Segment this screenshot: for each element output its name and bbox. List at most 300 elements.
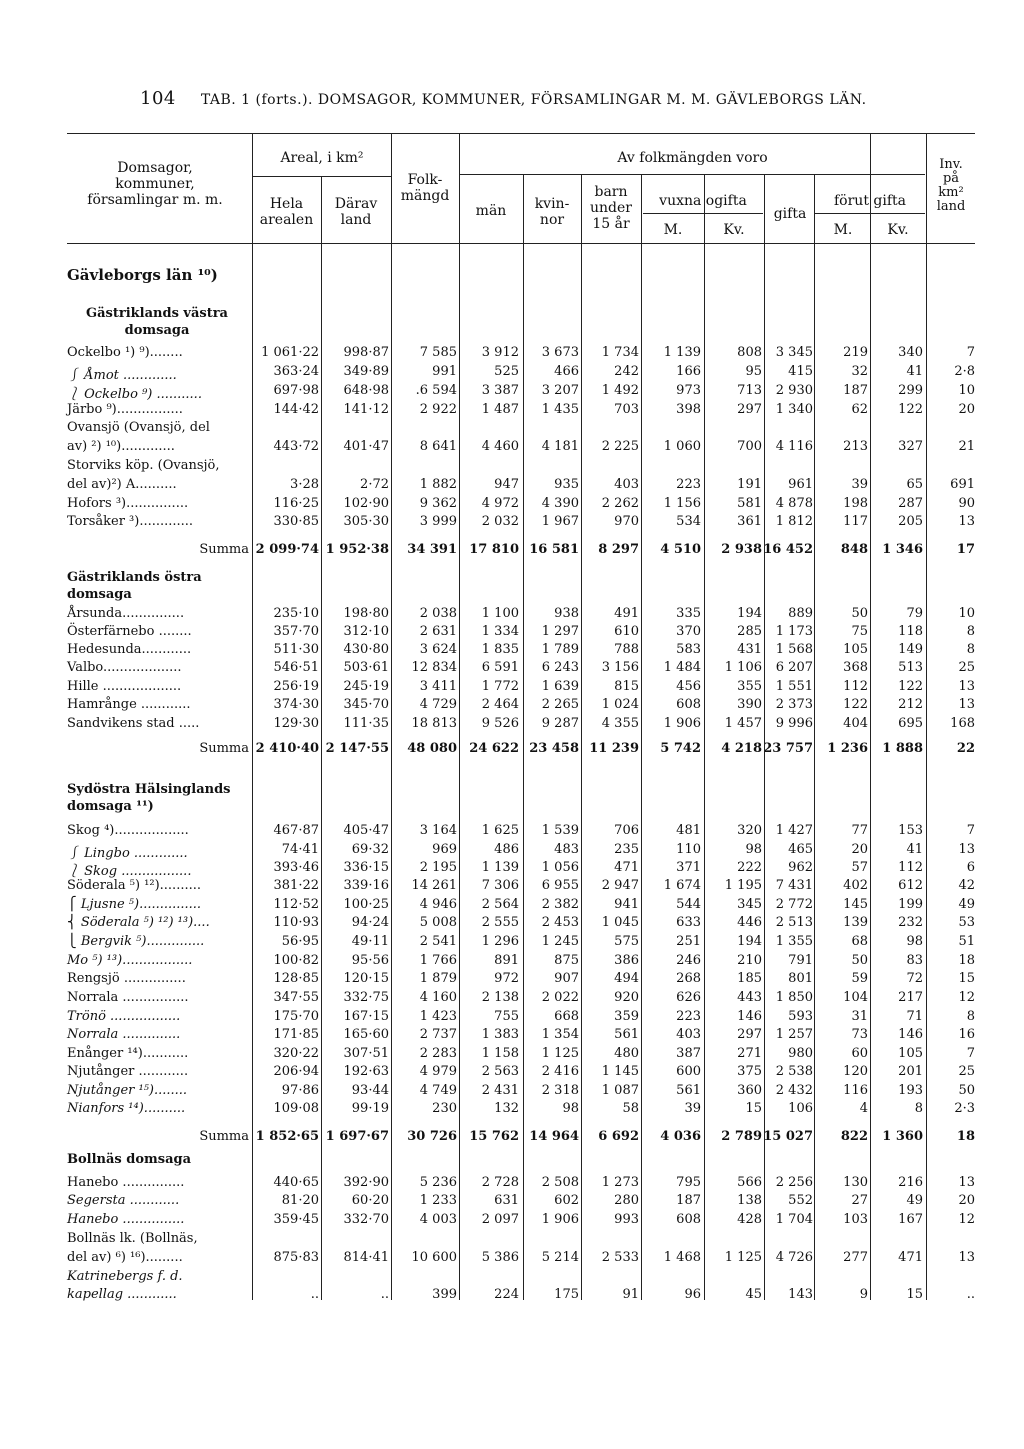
cell: 1 879 xyxy=(419,971,457,986)
cell: 1 346 xyxy=(882,542,923,557)
cell: 16 xyxy=(958,1027,975,1042)
cell: 105 xyxy=(898,1046,923,1061)
cell: 2 318 xyxy=(541,1083,579,1098)
cell: 106 xyxy=(788,1101,813,1116)
cell: 42 xyxy=(958,878,975,893)
cell: 1 125 xyxy=(541,1046,579,1061)
cell: 213 xyxy=(843,439,868,454)
cell: 332·70 xyxy=(343,1212,389,1227)
cell: 53 xyxy=(958,915,975,930)
cell: 440·65 xyxy=(273,1175,319,1190)
cell: 60·20 xyxy=(351,1193,389,1208)
cell: 1 061·22 xyxy=(261,345,319,360)
row-label: Enånger ¹⁴)........... xyxy=(67,1046,189,1061)
cell: 1 056 xyxy=(541,860,579,875)
cell: .6 594 xyxy=(415,383,457,398)
cell: 187 xyxy=(676,1193,701,1208)
cell: 327 xyxy=(898,439,923,454)
cell: 822 xyxy=(840,1129,868,1144)
cell: 481 xyxy=(676,823,701,838)
row-label: Hanebo ............... xyxy=(67,1212,185,1227)
cell: 648·98 xyxy=(343,383,389,398)
row-label: Hofors ³)............... xyxy=(67,496,189,511)
cell: 74·41 xyxy=(281,842,319,857)
cell: 1 492 xyxy=(601,383,639,398)
cell: 10 xyxy=(958,383,975,398)
cell: 112 xyxy=(898,860,923,875)
cell: 129·30 xyxy=(273,716,319,731)
cell: 3 207 xyxy=(541,383,579,398)
row-label: Ovansjö (Ovansjö, del xyxy=(67,420,210,435)
cell: 9 xyxy=(859,1287,868,1302)
cell: 8 xyxy=(966,624,975,639)
cell: 116·25 xyxy=(273,496,319,511)
cell: 305·30 xyxy=(343,514,389,529)
cell: 5 008 xyxy=(419,915,457,930)
cell: 4 116 xyxy=(775,439,813,454)
cell: 12 834 xyxy=(411,660,457,675)
cell: 2 416 xyxy=(541,1064,579,1079)
cell: 2 453 xyxy=(541,915,579,930)
page-number: 104 xyxy=(140,88,176,109)
cell: 4 218 xyxy=(721,741,762,756)
cell: 706 xyxy=(614,823,639,838)
cell: 2 262 xyxy=(601,496,639,511)
row-label: Mo ⁵) ¹³)................. xyxy=(67,953,193,968)
cell: 10 xyxy=(958,606,975,621)
cell: 465 xyxy=(788,842,813,857)
cell: 387 xyxy=(676,1046,701,1061)
cell: 49 xyxy=(906,1193,923,1208)
cell: 359 xyxy=(614,1009,639,1024)
cell: 104 xyxy=(843,990,868,1005)
col-inv-pa-km2: Inv. på km² land xyxy=(936,157,966,214)
cell: 375 xyxy=(737,1064,762,1079)
row-label: Summa xyxy=(199,1129,249,1144)
cell: 11 239 xyxy=(589,741,639,756)
cell: 198 xyxy=(843,496,868,511)
cell: 544 xyxy=(676,897,701,912)
cell: 13 xyxy=(958,697,975,712)
cell: 2 922 xyxy=(419,402,457,417)
cell: 1 812 xyxy=(775,514,813,529)
cell: 700 xyxy=(737,439,762,454)
cell: 1 139 xyxy=(481,860,519,875)
cell: 755 xyxy=(494,1009,519,1024)
row-label: Ockelbo ¹) ⁹)........ xyxy=(67,345,183,360)
cell: 25 xyxy=(958,1064,975,1079)
cell: 21 xyxy=(958,439,975,454)
cell: 3 411 xyxy=(419,679,457,694)
cell: 9 526 xyxy=(481,716,519,731)
cell: 970 xyxy=(614,514,639,529)
cell: 2·8 xyxy=(954,364,975,379)
row-label: Hamrånge ............ xyxy=(67,697,191,712)
cell: 20 xyxy=(851,842,868,857)
cell: 2 513 xyxy=(775,915,813,930)
row-label: del av)²) A.......... xyxy=(67,477,177,492)
cell: 801 xyxy=(788,971,813,986)
cell: 3 156 xyxy=(601,660,639,675)
row-label: Skog ⁴).................. xyxy=(67,823,189,838)
cell: 41 xyxy=(906,364,923,379)
row-label: Hille ................... xyxy=(67,679,182,694)
cell: 245·19 xyxy=(343,679,389,694)
column-rule xyxy=(459,133,460,1300)
cell: 48 080 xyxy=(407,741,457,756)
row-label: Torsåker ³)............. xyxy=(67,514,194,529)
col-folkmangd: Folk- mängd xyxy=(400,172,450,204)
cell: 116 xyxy=(843,1083,868,1098)
cell: 534 xyxy=(676,514,701,529)
row-label: Bollnäs lk. (Bollnäs, xyxy=(67,1231,198,1246)
cell: 2 737 xyxy=(419,1027,457,1042)
cell: 446 xyxy=(737,915,762,930)
row-label: Österfärnebo ........ xyxy=(67,624,192,639)
cell: 6 955 xyxy=(541,878,579,893)
cell: 4 036 xyxy=(660,1129,701,1144)
cell: 2 022 xyxy=(541,990,579,1005)
cell: 2 938 xyxy=(721,542,762,557)
cell: 139 xyxy=(843,915,868,930)
cell: 339·16 xyxy=(343,878,389,893)
cell: 1 734 xyxy=(601,345,639,360)
cell: 336·15 xyxy=(343,860,389,875)
cell: 50 xyxy=(851,953,868,968)
cell: 961 xyxy=(788,477,813,492)
cell: 815 xyxy=(614,679,639,694)
cell: 120 xyxy=(843,1064,868,1079)
cell: 1 766 xyxy=(419,953,457,968)
cell: 814·41 xyxy=(343,1250,389,1265)
cell: 398 xyxy=(676,402,701,417)
row-label: Summa xyxy=(199,542,249,557)
cell: 95 xyxy=(745,364,762,379)
cell: 307·51 xyxy=(343,1046,389,1061)
cell: 483 xyxy=(554,842,579,857)
cell: 230 xyxy=(432,1101,457,1116)
cell: 503·61 xyxy=(343,660,389,675)
cell: 1 340 xyxy=(775,402,813,417)
cell: 199 xyxy=(898,897,923,912)
cell: 402 xyxy=(843,878,868,893)
cell: 602 xyxy=(554,1193,579,1208)
cell: 34 391 xyxy=(407,542,457,557)
cell: 4 xyxy=(859,1101,868,1116)
col-areal: Areal, i km² xyxy=(280,150,364,166)
cell: 374·30 xyxy=(273,697,319,712)
cell: 206·94 xyxy=(273,1064,319,1079)
cell: 49·11 xyxy=(351,934,389,949)
cell: 1 704 xyxy=(775,1212,813,1227)
cell: 194 xyxy=(737,606,762,621)
cell: 138 xyxy=(737,1193,762,1208)
cell: 32 xyxy=(851,364,868,379)
cell: 8 297 xyxy=(598,542,639,557)
cell: 1 145 xyxy=(601,1064,639,1079)
cell: 251 xyxy=(676,934,701,949)
cell: 2 382 xyxy=(541,897,579,912)
cell: 7 431 xyxy=(775,878,813,893)
cell: 980 xyxy=(788,1046,813,1061)
cell: 583 xyxy=(676,642,701,657)
cell: 600 xyxy=(676,1064,701,1079)
areal-subrule xyxy=(253,176,391,177)
cell: 15 xyxy=(958,971,975,986)
cell: 2 256 xyxy=(775,1175,813,1190)
row-label: ⎩ Bergvik ⁵).............. xyxy=(67,934,205,949)
cell: 41 xyxy=(906,842,923,857)
cell: 95·56 xyxy=(351,953,389,968)
column-rule xyxy=(581,174,582,1300)
row-label: Sandvikens stad ..... xyxy=(67,716,200,731)
cell: 59 xyxy=(851,971,868,986)
col-barn: barn under 15 år xyxy=(590,184,632,232)
cell: 486 xyxy=(494,842,519,857)
column-rule xyxy=(252,133,253,1300)
cell: 71 xyxy=(906,1009,923,1024)
cell: 146 xyxy=(737,1009,762,1024)
cell: 3 164 xyxy=(419,823,457,838)
cell: 1 882 xyxy=(419,477,457,492)
cell: 330·85 xyxy=(273,514,319,529)
cell: 39 xyxy=(684,1101,701,1116)
cell: 16 581 xyxy=(529,542,579,557)
cell: 431 xyxy=(737,642,762,657)
cell: 633 xyxy=(676,915,701,930)
cell: 277 xyxy=(843,1250,868,1265)
cell: 4 510 xyxy=(660,542,701,557)
cell: 788 xyxy=(614,642,639,657)
cell: 1 852·65 xyxy=(255,1129,319,1144)
cell: 4 729 xyxy=(419,697,457,712)
cell: 105 xyxy=(843,642,868,657)
row-label: Hedesunda............ xyxy=(67,642,192,657)
cell: 2 508 xyxy=(541,1175,579,1190)
cell: 77 xyxy=(851,823,868,838)
cell: 56·95 xyxy=(281,934,319,949)
cell: 430·80 xyxy=(343,642,389,657)
row-label: kapellag ............ xyxy=(67,1287,177,1302)
cell: 9 287 xyxy=(541,716,579,731)
cell: 494 xyxy=(614,971,639,986)
cell: .. xyxy=(966,1287,975,1302)
cell: 697·98 xyxy=(273,383,319,398)
cell: 175 xyxy=(554,1287,579,1302)
cell: 332·75 xyxy=(343,990,389,1005)
cell: 947 xyxy=(494,477,519,492)
cell: 97·86 xyxy=(281,1083,319,1098)
col-hela: Hela arealen xyxy=(259,196,314,228)
cell: 668 xyxy=(554,1009,579,1024)
row-label: Trönö ................. xyxy=(67,1009,181,1024)
cell: 1 906 xyxy=(663,716,701,731)
cell: 3 912 xyxy=(481,345,519,360)
cell: 2 147·55 xyxy=(325,741,389,756)
cell: 355 xyxy=(737,679,762,694)
cell: 112 xyxy=(843,679,868,694)
cell: 7 xyxy=(966,345,975,360)
col-vuxna-ogifta: vuxna ogifta xyxy=(659,193,747,209)
cell: 993 xyxy=(614,1212,639,1227)
cell: 280 xyxy=(614,1193,639,1208)
cell: 62 xyxy=(851,402,868,417)
row-label: Valbo................... xyxy=(67,660,182,675)
cell: 6 591 xyxy=(481,660,519,675)
cell: 312·10 xyxy=(343,624,389,639)
cell: 1 888 xyxy=(882,741,923,756)
cell: 4 160 xyxy=(419,990,457,1005)
cell: 1 952·38 xyxy=(325,542,389,557)
cell: 593 xyxy=(788,1009,813,1024)
cell: 1 355 xyxy=(775,934,813,949)
cell: 256·19 xyxy=(273,679,319,694)
cell: 143 xyxy=(788,1287,813,1302)
cell: 1 674 xyxy=(663,878,701,893)
cell: 242 xyxy=(614,364,639,379)
cell: 969 xyxy=(432,842,457,857)
cell: 1 195 xyxy=(724,878,762,893)
cell: 7 xyxy=(966,823,975,838)
column-rule xyxy=(391,133,392,1300)
cell: 2 283 xyxy=(419,1046,457,1061)
cell: 287 xyxy=(898,496,923,511)
cell: 345·70 xyxy=(343,697,389,712)
column-rule xyxy=(926,133,927,1300)
cell: 9 996 xyxy=(775,716,813,731)
cell: 2 947 xyxy=(601,878,639,893)
cell: 370 xyxy=(676,624,701,639)
cell: 1 257 xyxy=(775,1027,813,1042)
cell: 20 xyxy=(958,1193,975,1208)
cell: .. xyxy=(380,1287,389,1302)
cell: 1 772 xyxy=(481,679,519,694)
cell: 90 xyxy=(958,496,975,511)
cell: 285 xyxy=(737,624,762,639)
cell: 117 xyxy=(843,514,868,529)
col-av-folkmangden: Av folkmängden voro xyxy=(617,150,768,166)
cell: 2 728 xyxy=(481,1175,519,1190)
column-rule xyxy=(523,174,524,1300)
cell: 191 xyxy=(737,477,762,492)
cell: 235·10 xyxy=(273,606,319,621)
cell: 167 xyxy=(898,1212,923,1227)
cell: 8 641 xyxy=(419,439,457,454)
cell: 703 xyxy=(614,402,639,417)
cell: 13 xyxy=(958,842,975,857)
cell: 7 xyxy=(966,1046,975,1061)
cell: 361 xyxy=(737,514,762,529)
col-domsagor: Domsagor, kommuner, församlingar m. m. xyxy=(87,160,223,208)
cell: 1 551 xyxy=(775,679,813,694)
cell: 122 xyxy=(898,679,923,694)
cell: 791 xyxy=(788,953,813,968)
cell: 2·3 xyxy=(954,1101,975,1116)
cell: 65 xyxy=(906,477,923,492)
cell: 171·85 xyxy=(273,1027,319,1042)
cell: 98 xyxy=(745,842,762,857)
cell: 4 972 xyxy=(481,496,519,511)
cell: 2 038 xyxy=(419,606,457,621)
cell: 210 xyxy=(737,953,762,968)
cell: 511·30 xyxy=(273,642,319,657)
cell: 6 207 xyxy=(775,660,813,675)
column-rule xyxy=(764,174,765,1300)
cell: 109·08 xyxy=(273,1101,319,1116)
cell: 8 xyxy=(914,1101,923,1116)
cell: 1 639 xyxy=(541,679,579,694)
cell: 1 360 xyxy=(882,1129,923,1144)
row-label: Nianfors ¹⁴).......... xyxy=(67,1101,186,1116)
cell: 128·85 xyxy=(273,971,319,986)
cell: 1 087 xyxy=(601,1083,639,1098)
cell: 1 568 xyxy=(775,642,813,657)
cell: 153 xyxy=(898,823,923,838)
cell: 1 435 xyxy=(541,402,579,417)
cell: 192·63 xyxy=(343,1064,389,1079)
cell: 18 xyxy=(958,953,975,968)
cell: 695 xyxy=(898,716,923,731)
cell: 1 334 xyxy=(481,624,519,639)
cell: 187 xyxy=(843,383,868,398)
cell: 2 373 xyxy=(775,697,813,712)
cell: 1 125 xyxy=(724,1250,762,1265)
table-header-bottom-rule xyxy=(67,243,975,244)
page-title: TAB. 1 (forts.). DOMSAGOR, KOMMUNER, FÖRSAMLINGAR M. M. GÄVLEBORGS LÄN. xyxy=(200,92,867,108)
cell: 2 631 xyxy=(419,624,457,639)
cell: 428 xyxy=(737,1212,762,1227)
cell: 320 xyxy=(737,823,762,838)
cell: 381·22 xyxy=(273,878,319,893)
cell: 2 099·74 xyxy=(255,542,319,557)
cell: 112·52 xyxy=(273,897,319,912)
column-rule xyxy=(704,174,705,1300)
column-rule xyxy=(814,174,815,1300)
table-top-rule xyxy=(67,133,975,134)
cell: 1 383 xyxy=(481,1027,519,1042)
cell: 4 979 xyxy=(419,1064,457,1079)
cell: 166 xyxy=(676,364,701,379)
cell: 194 xyxy=(737,934,762,949)
cell: 224 xyxy=(494,1287,519,1302)
cell: 6 692 xyxy=(598,1129,639,1144)
cell: 111·35 xyxy=(343,716,389,731)
cell: 471 xyxy=(614,860,639,875)
cell: 1 967 xyxy=(541,514,579,529)
cell: 165·60 xyxy=(343,1027,389,1042)
cell: 4 878 xyxy=(775,496,813,511)
cell: 201 xyxy=(898,1064,923,1079)
cell: 403 xyxy=(676,1027,701,1042)
cell: 973 xyxy=(676,383,701,398)
cell: 404 xyxy=(843,716,868,731)
cell: 144·42 xyxy=(273,402,319,417)
cell: 12 xyxy=(958,1212,975,1227)
cell: 1 158 xyxy=(481,1046,519,1061)
column-rule xyxy=(321,176,322,1300)
cell: 13 xyxy=(958,1250,975,1265)
cell: 2 265 xyxy=(541,697,579,712)
cell: 13 xyxy=(958,514,975,529)
cell: 1 487 xyxy=(481,402,519,417)
row-label: del av) ⁶) ¹⁶)......... xyxy=(67,1250,183,1265)
cell: 149 xyxy=(898,642,923,657)
cell: 631 xyxy=(494,1193,519,1208)
cell: 608 xyxy=(676,1212,701,1227)
cell: 2 138 xyxy=(481,990,519,1005)
cell: 1 697·67 xyxy=(325,1129,389,1144)
section-bollnas: Bollnäs domsaga xyxy=(67,1152,192,1167)
